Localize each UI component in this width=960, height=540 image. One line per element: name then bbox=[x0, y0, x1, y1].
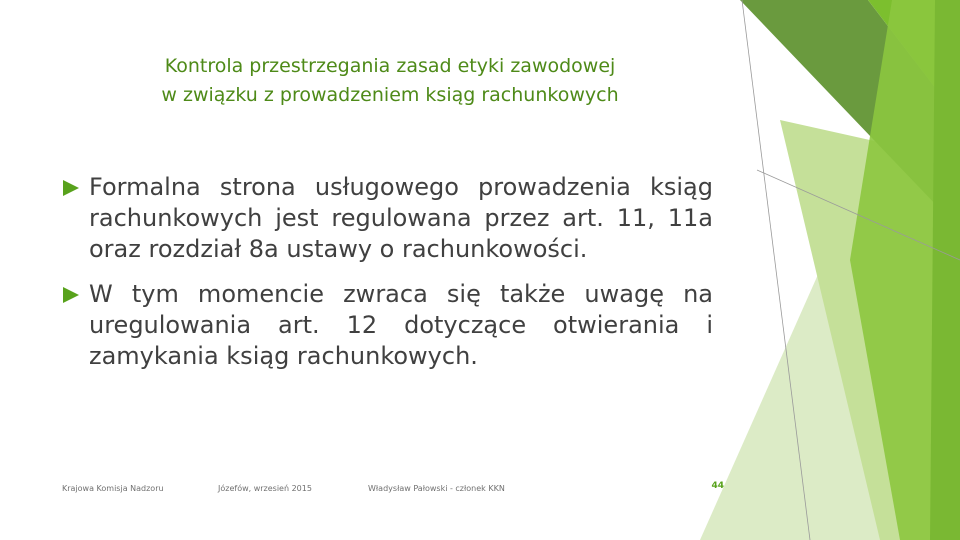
footer-place-date: Józefów, wrzesień 2015 bbox=[218, 484, 312, 493]
green-triangle-arrow-icon bbox=[63, 287, 79, 303]
bullet-text: Formalna strona usługowego prowadzenia ksiąg rachunkowych jest regulowana przez art. 11, 11a oraz rozdział 8a ustawy o rachunkowości. bbox=[89, 173, 713, 263]
mid-green-sliver bbox=[930, 0, 960, 540]
bullet-item bbox=[63, 172, 713, 265]
footer-author: Władysław Pałowski - członek KKN bbox=[368, 484, 505, 493]
title-line-1: Kontrola przestrzegania zasad etyki zawodowej bbox=[164, 55, 616, 77]
bullet-item bbox=[63, 279, 713, 372]
page-number: 44 bbox=[711, 481, 724, 491]
slide-title bbox=[120, 52, 660, 110]
footer-organization: Krajowa Komisja Nadzoru bbox=[62, 484, 164, 493]
bullet-text: W tym momencie zwraca się także uwagę na uregulowania art. 12 dotyczące otwierania i zamykania ksiąg rachunkowych. bbox=[89, 280, 713, 370]
title-line-2: w związku z prowadzeniem ksiąg rachunkowych bbox=[161, 84, 619, 106]
green-triangle-arrow-icon bbox=[63, 180, 79, 196]
bullet-list bbox=[63, 172, 713, 386]
